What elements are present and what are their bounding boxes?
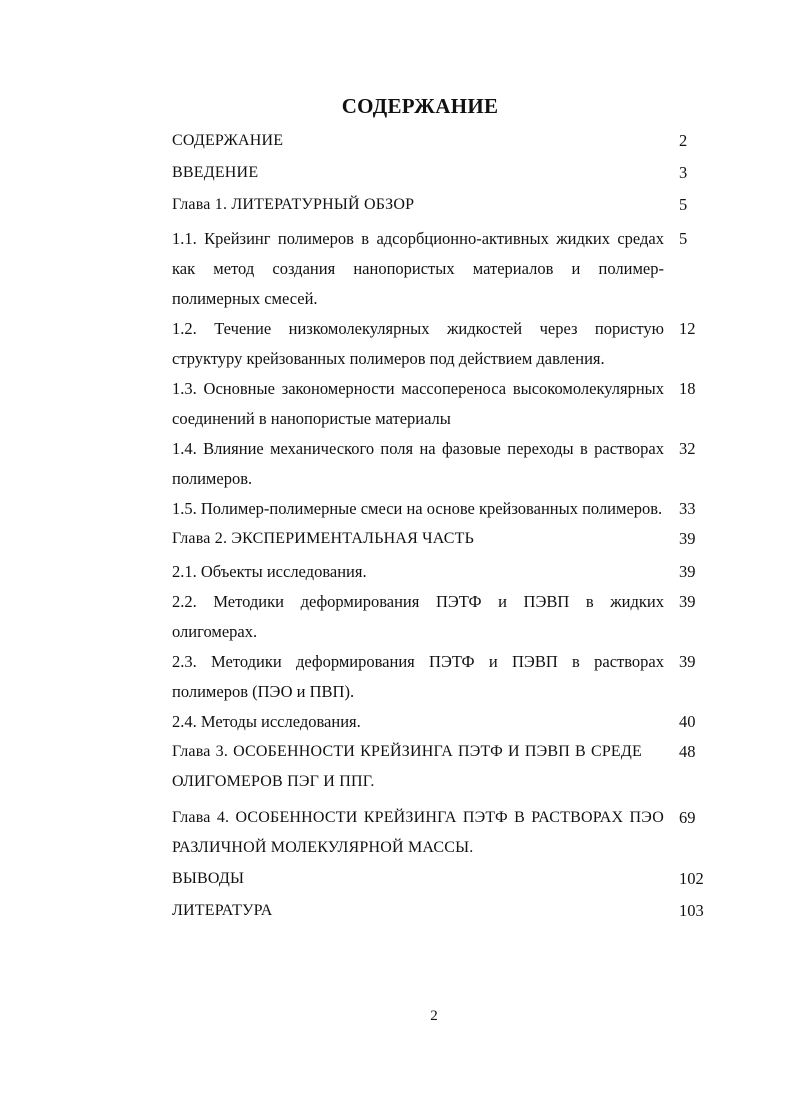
toc-entry-title: 1.2. Течение низкомолекулярных жидкостей через пористую структуру крейзованных полимеров под действием давления. [172,319,664,368]
toc-entry [172,190,712,220]
toc-entry-title: 1.3. Основные закономерности массопереноса высокомолекулярных соединений в нанопористые материалы [172,379,664,428]
toc-entry [172,494,712,524]
toc-entry-page: 18 [679,379,696,398]
toc-entry-page: 32 [679,439,696,458]
toc-entry [172,314,712,374]
toc-entry-title: 1.5. Полимер-полимерные смеси на основе крейзованных полимеров. [172,499,663,518]
toc-entry-title: Глава 4. ОСОБЕННОСТИ КРЕЙЗИНГА ПЭТФ В РАСТВОРАХ ПЭО РАЗЛИЧНОЙ МОЛЕКУЛЯРНОЙ МАССЫ. [172,809,664,856]
toc-entry-page: 102 [679,869,704,888]
toc-entry-page: 5 [679,195,688,214]
toc-entry [172,803,712,863]
toc-entry-title: 2.1. Объекты исследования. [172,562,367,581]
toc-entry-page: 48 [679,742,696,761]
toc-entry-page: 2 [679,131,688,150]
toc-entry-page: 39 [679,652,696,671]
toc-entry-page: 39 [679,562,696,581]
toc-entry-title: ЛИТЕРАТУРА [172,902,273,919]
page-number: 2 [430,1008,438,1024]
toc-entry [172,557,712,587]
toc-entry-title: СОДЕРЖАНИЕ [172,132,284,149]
toc-entry-page: 39 [679,592,696,611]
toc-entry-page: 5 [679,229,688,248]
toc-entry [172,224,712,314]
toc-entry [172,707,712,737]
toc-entry-title: 2.3. Методики деформирования ПЭТФ и ПЭВП в растворах полимеров (ПЭО и ПВП). [172,652,664,701]
toc-entry [172,434,712,494]
toc-entry-title: Глава 3. ОСОБЕННОСТИ КРЕЙЗИНГА ПЭТФ И ПЭВП В СРЕДЕ ОЛИГОМЕРОВ ПЭГ И ППГ. [172,743,642,790]
toc-entry [172,587,712,647]
toc-entry [172,374,712,434]
toc-entry-title: 2.4. Методы исследования. [172,712,361,731]
toc-entry-page: 39 [679,529,696,548]
page-title: СОДЕРЖАНИЕ [341,94,499,118]
toc-entry-page: 69 [679,808,696,827]
toc-entry [172,126,712,156]
toc-entry [172,864,712,894]
toc-entry-page: 40 [679,712,696,731]
toc-entry-title: 1.4. Влияние механического поля на фазовые переходы в растворах полимеров. [172,439,664,488]
toc-entry [172,647,712,707]
toc-entry [172,524,712,554]
table-of-contents [172,126,712,926]
toc-entry-title: ВЫВОДЫ [172,870,245,887]
toc-entry-page: 3 [679,163,688,182]
toc-entry [172,158,712,188]
toc-entry-page: 103 [679,901,704,920]
toc-entry-title: 2.2. Методики деформирования ПЭТФ и ПЭВП в жидких олигомерах. [172,592,664,641]
toc-entry-title: Глава 1. ЛИТЕРАТУРНЫЙ ОБЗОР [172,196,415,213]
toc-entry-page: 33 [679,499,696,518]
toc-entry [172,896,712,926]
toc-entry-page: 12 [679,319,696,338]
toc-entry-title: 1.1. Крейзинг полимеров в адсорбционно-активных жидких средах как метод создания нанопористых материалов и полимер-полимерных смесей. [172,229,664,308]
toc-entry-title: Глава 2. ЭКСПЕРИМЕНТАЛЬНАЯ ЧАСТЬ [172,530,474,547]
toc-entry-title: ВВЕДЕНИЕ [172,164,259,181]
toc-entry [172,737,712,797]
